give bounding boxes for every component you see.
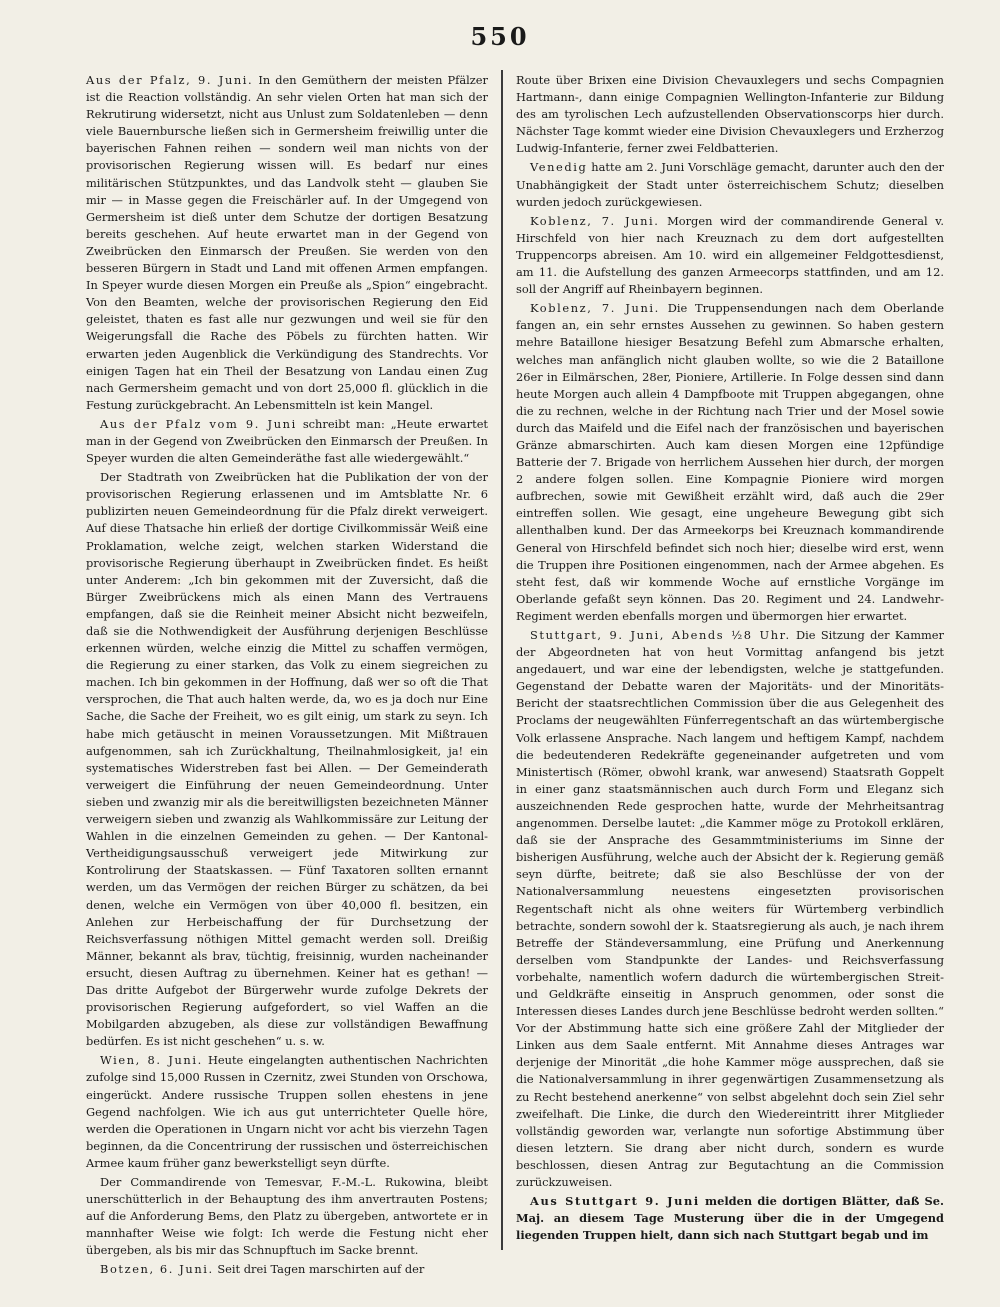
article-wien — [86, 1052, 488, 1172]
article-text: In den Gemüthern der meisten Pfälzer ist die Reaction vollständig. An sehr vielen Orten hat man sich der Rekrutirung widersetzt, nicht aus Unlust zum Soldatenleben — denn viele Bauernbursche ließen sich in Germersheim freiwillig unter die bayerischen Fahnen reihen — sondern weil man nichts von der provisorischen Regierung wissen will. Es bedarf nur eines militärischen Stützpunktes, und das Landvolk steht — glauben Sie mir — in Masse gegen die Freischärler auf. In der Umgegend von Germersheim ist dieß unter dem Schutze der dortigen Besatzung bereits geschehen. Auf heute erwartet man in der Gegend von Zweibrücken den Einmarsch der Preußen. Sie werden von den besseren Bürgern in Stadt und Land mit offenen Armen empfangen. In Speyer wurde diesen Morgen ein Preuße als „Spion“ eingebracht. Von den Beamten, welche der provisorischen Regierung den Eid geleistet, thaten es fast alle nur gezwungen und weil sie für den Weigerungsfall die Rache des Pöbels zu fürchten hatten. Wir erwarten jeden Augenblick die Verkündigung des Standrechts. Vor einigen Tagen hat ein Theil der Besatzung von Landau einen Zug nach Germersheim gemacht und von dort 25,000 fl. glücklich in die Festung zurückgebracht. An Lebensmitteln ist kein Mangel. — [86, 73, 488, 412]
article-text: Morgen wird der commandirende General v. Hirschfeld von hier nach Kreuznach zu dem dort aufgestellten Truppencorps abreisen. Am 10. wird ein allgemeiner Feldgottesdienst, am 11. die Aufstellung des ganzen Armeecorps stattfinden, und am 12. soll der Angriff auf Rheinbayern beginnen. — [516, 213, 944, 297]
page-number: 550 — [470, 22, 530, 51]
article-botzen-continued — [516, 72, 944, 157]
article-stuttgart-musterung — [516, 1193, 944, 1244]
article-koblenz-1 — [516, 213, 944, 298]
article-text: Die Truppensendungen nach dem Oberlande fangen an, ein sehr ernstes Aussehen zu gewinnen. So haben gestern mehre Bataillone hiesiger Besatzung Befehl zum Abmarsche erhalten, welches man anfänglich nicht glauben wollte, so wie die 2 Bataillone 26er in Eilmärschen, 28er, Pioniere, Artillerie. In Folge dessen sind dann heute Morgen auch allein 4 Dampfboote mit Truppen abgegangen, ohne die zu rechnen, welche in der Richtung nach Trier und der Mosel sowie durch das Maifeld und die Eifel nach der französischen und bayerischen Gränze abmarschirten. Auch kam diesen Morgen eine 12pfündige Batterie der 7. Brigade von herrlichem Aussehen hier durch, der morgen 2 andere folgen sollen. Eine Kompagnie Pioniere wird morgen aufbrechen, sowie mit Gewißheit erzählt wird, daß auch die 29er eintreffen sollen. Wie gesagt, eine ungeheure Bewegung gibt sich allenthalben kund. Der das Armeekorps bei Kreuznach kommandirende General von Hirschfeld befindet sich noch hier; dieselbe wird erst, wenn die Truppen ihre Positionen eingenommen, nach der Armee abgehen. Es steht fest, daß wir kommende Woche auf ernstliche Vorgänge im Oberlande gefaßt seyn können. Das 20. Regiment und 24. Landwehr-Regiment werden ebenfalls morgen und übermorgen hier erwartet. — [516, 301, 944, 623]
left-column — [86, 72, 489, 1277]
article-text: Der Stadtrath von Zweibrücken hat die Publikation der von der provisorischen Regierung erlassenen und im Amtsblatte Nr. 6 publizirten neuen Gemeindeordnung für die Pfalz direkt verweigert. Auf diese Thatsache hin erließ der dortige Civilkommissär Weiß eine Proklamation, welche zeigt, welchen starken Widerstand die provisorische Regierung überhaupt in Zweibrücken findet. Es heißt unter Anderem: „Ich bin gekommen mit der Zuversicht, daß die Bürger Zweibrückens mich als einen Mann des Vertrauens empfangen, daß sie die Reinheit meiner Absicht nicht bezweifeln, daß sie die Nothwendigkeit der Ausführung derjenigen Beschlüsse erkennen würden, welche einzig die Mittel zu schaffen vermögen, die Regierung zu einer starken, das Volk zu einem siegreichen zu machen. Ich bin gekommen in der Hoffnung, daß wer so oft die That versprochen, die That auch halten werde, da, wo es ja doch nur Eine Sache, die Sache der Freiheit, wo es gilt einig, um stark zu seyn. Ich habe mich getäuscht in meinen Voraussetzungen. Mit Mißtrauen aufgenommen, sah ich Zurückhaltung, Theilnahmlosigkeit, ja! ein systematisches Widerstreben fast bei Allen. — Der Gemeinderath verweigert die Einführung der neuen Gemeindeordnung. Unter sieben und zwanzig mir als die bereitwilligsten bezeichneten Männer verweigern sieben und zwanzig als Wahlkommissäre zur Leitung der Wahlen in die einzelnen Gemeinden zu gehen. — Der Kantonal-Vertheidigungsausschuß verweigert jede Mitwirkung zur Kontrolirung der Staatskassen. — Fünf Taxatoren sollten ernannt werden, um das Vermögen der reichen Bürger zu schätzen, da bei denen, welche ein Vermögen von über 40,000 fl. besitzen, ein Anlehen zur Herbeischaffung der für Durchsetzung der Reichsverfassung nöthigen Mittel gemacht werden soll. Dreißig Männer, bekannt als brav, tüchtig, freisinnig, wurden nacheinander ersucht, diesen Auftrag zu übernehmen. Keiner hat es gethan! — Das dritte Aufgebot der Bürgerwehr wurde zufolge Dekrets der provisorischen Regierung aufgefordert, so viel Waffen an die Mobilgarden abzugeben, als diese zur vollständigen Bewaffnung bedürfen. Es ist nicht geschehen“ u. s. w. — [86, 470, 488, 1049]
article-temesvar — [86, 1174, 488, 1259]
article-text: hatte am 2. Juni Vorschläge gemacht, darunter auch den der Unabhängigkeit der Stadt unter österreichischem Schutz; dieselben wurden jedoch zurückgewiesen. — [516, 160, 945, 209]
article-text: Route über Brixen eine Division Chevauxlegers und sechs Compagnien Hartmann-, dann einige Compagnien Wellington-Infanterie zur Bildung des am tyrolischen Lech aufzustellenden Observationscorps hier durch. Nächster Tage kommt wieder eine Division Chevauxlegers und Erzherzog Ludwig-Infanterie, ferner zwei Feldbatterien. — [516, 73, 944, 156]
column-divider — [501, 70, 503, 1250]
article-dateline: Koblenz, 7. Juni. — [530, 213, 660, 228]
article-koblenz-2 — [516, 300, 944, 625]
article-text: Der Commandirende von Temesvar, F.-M.-L. Rukowina, bleibt unerschütterlich in der Behauptung des ihm anvertrauten Postens; auf die Anforderung Bems, den Platz zu übergeben, antwortete er in mannhafter Weise wie folgt: Ich werde die Festung nicht eher übergeben, als bis mir das Schnupftuch im Sacke brennt. — [86, 1175, 488, 1258]
article-botzen — [86, 1261, 488, 1278]
article-dateline: Venedig — [530, 160, 588, 175]
article-pfalz-reaction — [86, 72, 488, 414]
right-column — [516, 72, 944, 1252]
article-dateline: Botzen, 6. Juni. — [100, 1262, 214, 1277]
article-venedig — [516, 159, 944, 210]
article-dateline: Aus der Pfalz, 9. Juni. — [86, 73, 254, 87]
article-stuttgart-kammer — [516, 627, 944, 1191]
article-text: melden die dortigen Blätter, daß Se. Maj. an diesem Tage Musterung über die in der Umgegend liegenden Truppen hielt, dann sich nach Stuttgart begab und im — [516, 1194, 944, 1243]
article-dateline: Stuttgart, 9. Juni, Abends ½8 Uhr. — [530, 628, 791, 642]
article-text: Seit drei Tagen marschirten auf der — [217, 1262, 425, 1277]
article-text: Die Sitzung der Kammer der Abgeordneten hat von heut Vormittag anfangend bis jetzt angedauert, und war eine der lebendigsten, welche je stattgefunden. Gegenstand der Debatte waren der Majoritäts- und der Minoritäts-Bericht der staatsrechtlichen Commission über die aus Gelegenheit des Proclams der neugewählten Fünferregentschaft an das würtembergische Volk erlassene Ansprache. Nach langem und heftigem Kampf, nachdem die bedeutenderen Redekräfte gegeneinander aufgetreten und vom Ministertisch (Römer, obwohl krank, war anwesend) Staatsrath Goppelt in einer ganz staatsmännischen auch durch Form und Eleganz sich auszeichnenden Rede gesprochen hatte, wurde der Mehrheitsantrag angenommen. Derselbe lautet: „die Kammer möge zu Protokoll erklären, daß sie der Ansprache des Gesammtministeriums im Sinne der bisherigen Ausführung, welche auch der Absicht der k. Regierung gemäß seyn dürfte, beitrete; daß sie also Beschlüsse der von der Nationalversammlung neuestens eingesetzten provisorischen Regentschaft nicht als ohne weiters für Würtemberg verbindlich betrachte, sondern sowohl der k. Staatsregierung als auch, je nach ihrem Betreffe der Ständeversammlung, eine Prüfung und Anerkennung derselben vom Standpunkte der Landes- und Reichsverfassung vorbehalte, namentlich wofern dadurch die würtembergischen Streit- und Geldkräfte einseitig in Anspruch genommen, oder sonst die Interessen dieses Landes durch jene Beschlüsse bedroht werden sollten.“ Vor der Abstimmung hatte sich eine größere Zahl der Mitglieder der Linken aus dem Saale entfernt. Mit Annahme dieses Antrages war derjenige der Minorität „die hohe Kammer möge aussprechen, daß sie die Nationalversammlung in ihrer gegenwärtigen Zusammensetzung als zu Recht bestehend anerkenne“ von selbst abgelehnt doch sein Ziel sehr zweifelhaft. Die Linke, die durch den Wiedereintritt ihrer Mitglieder vollständig geworden war, verlangte nun sofortige Abstimmung über diesen letztern. Sie drang aber nicht durch, sondern es wurde beschlossen, diesen Antrag zur Begutachtung an die Commission zurückzuweisen. — [516, 628, 944, 1189]
article-pfalz-report — [86, 416, 488, 467]
article-text: Heute eingelangten authentischen Nachrichten zufolge sind 15,000 Russen in Czernitz, zwei Stunden von Orschowa, eingerückt. Andere russische Truppen sollen ehestens in jene Gegend nachfolgen. Wie ich aus gut unterrichteter Quelle höre, werden die Operationen in Ungarn nicht vor acht bis vierzehn Tagen beginnen, da die Concentrirung der russischen und österreichischen Armee kaum früher ganz bewerkstelligt seyn dürfte. — [86, 1053, 488, 1170]
article-dateline: Koblenz, 7. Juni. — [530, 301, 660, 316]
article-zweibruecken — [86, 469, 488, 1050]
article-dateline: Wien, 8. Juni. — [100, 1053, 203, 1068]
article-dateline: Aus Stuttgart 9. Juni — [530, 1194, 700, 1209]
article-dateline: Aus der Pfalz vom 9. Juni — [100, 416, 297, 431]
article-text: schreibt man: „Heute erwartet man in der Gegend von Zweibrücken den Einmarsch der Preußen. In Speyer wurden die alten Gemeinderäthe fast alle wiedergewählt.“ — [86, 416, 489, 466]
